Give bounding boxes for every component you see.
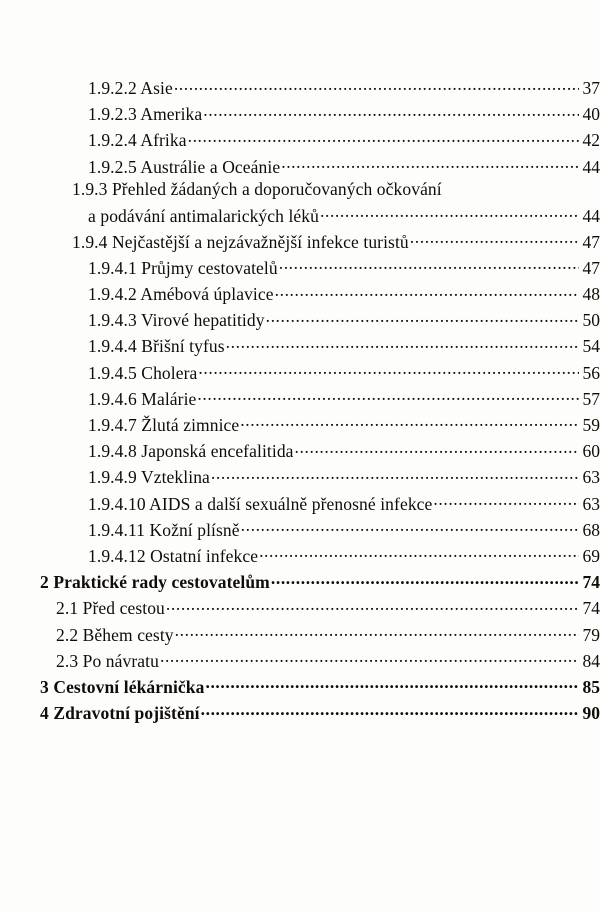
toc-entry[interactable] (0, 100, 600, 126)
toc-entry-label: 1.9.4.4 Břišní tyfus (88, 336, 225, 357)
toc-entry[interactable] (0, 411, 600, 437)
toc-entry-label: 1.9.4.11 Kožní plísně (88, 519, 240, 540)
toc-leader-dots (198, 361, 579, 379)
toc-page-number: 69 (582, 545, 600, 566)
toc-entry-label: 1.9.4.9 Vzteklina (88, 467, 210, 488)
toc-entry-label: 3 Cestovní lékárnička (40, 676, 205, 697)
toc-leader-dots (271, 571, 579, 589)
toc-entry[interactable] (0, 74, 600, 100)
toc-leader-dots (241, 518, 579, 536)
toc-entry[interactable] (0, 620, 600, 646)
toc-page-number: 37 (582, 78, 600, 99)
toc-entry[interactable] (0, 228, 600, 254)
toc-entry-label: 1.9.4.2 Amébová úplavice (88, 284, 274, 305)
toc-page-number: 50 (582, 310, 600, 331)
toc-leader-dots (197, 387, 579, 405)
toc-page-number: 90 (582, 703, 600, 724)
toc-entry[interactable] (0, 673, 600, 699)
toc-page-number: 48 (582, 284, 600, 305)
toc-entry[interactable] (0, 699, 600, 725)
toc-entry-label: 1.9.2.4 Afrika (88, 130, 187, 151)
toc-page-number: 57 (582, 388, 600, 409)
toc-entry-label: 1.9.4.5 Cholera (88, 362, 198, 383)
toc-entry[interactable] (0, 542, 600, 568)
toc-leader-dots (211, 466, 579, 484)
toc-entry[interactable] (0, 385, 600, 411)
toc-entry-label: 1.9.4.6 Malárie (88, 388, 197, 409)
toc-page-number: 42 (582, 130, 600, 151)
toc-entry-label: 1.9.2.3 Amerika (88, 104, 203, 125)
toc-page-number: 47 (582, 257, 600, 278)
toc-page-number: 59 (582, 415, 600, 436)
toc-leader-dots (175, 623, 579, 641)
toc-entry-label: 1.9.4.10 AIDS a další sexuálně přenosné infekce (88, 493, 433, 514)
toc-leader-dots (433, 492, 579, 510)
toc-page-number: 54 (582, 336, 600, 357)
toc-page-number: 63 (582, 493, 600, 514)
toc-page-number: 60 (582, 441, 600, 462)
toc-leader-dots (201, 702, 579, 720)
toc-entry-label: 1.9.4 Nejčastější a nejzávažnější infekce turistů (72, 231, 409, 252)
toc-leader-dots (160, 649, 579, 667)
toc-entry[interactable] (0, 254, 600, 280)
toc-entry[interactable] (0, 126, 600, 152)
toc-page-number: 44 (582, 156, 600, 177)
toc-entry-label: 1.9.2.5 Austrálie a Oceánie (88, 156, 281, 177)
toc-entry[interactable] (0, 647, 600, 673)
toc-entry-continuation[interactable] (0, 201, 600, 227)
toc-entry-label: 4 Zdravotní pojištění (40, 703, 200, 724)
toc-entry[interactable] (0, 568, 600, 594)
toc-leader-dots (205, 675, 579, 693)
toc-entry-label: 2 Praktické rady cestovatelům (40, 572, 270, 593)
toc-leader-dots (226, 335, 579, 353)
toc-entry-label: 1.9.4.1 Průjmy cestovatelů (88, 257, 278, 278)
toc-leader-dots (410, 230, 579, 248)
toc-leader-dots (259, 544, 579, 562)
toc-page-number: 68 (582, 519, 600, 540)
toc-leader-dots (166, 597, 579, 615)
toc-leader-dots (281, 155, 579, 173)
toc-leader-dots (240, 414, 579, 432)
table-of-contents (0, 74, 600, 725)
toc-page-number: 74 (582, 572, 600, 593)
toc-entry-label: 1.9.4.12 Ostatní infekce (88, 545, 259, 566)
toc-entry[interactable] (0, 153, 600, 179)
toc-entry[interactable] (0, 359, 600, 385)
toc-entry[interactable] (0, 332, 600, 358)
toc-entry[interactable] (0, 179, 600, 202)
toc-entry-label: 1.9.4.7 Žlutá zimnice (88, 415, 240, 436)
toc-page-number: 47 (582, 231, 600, 252)
toc-entry-label: 1.9.4.3 Virové hepatitidy (88, 310, 265, 331)
toc-page-number: 56 (582, 362, 600, 383)
toc-entry-label: 1.9.2.2 Asie (88, 78, 173, 99)
toc-entry-label: 1.9.3 Přehled žádaných a doporučovaných očkování (72, 179, 442, 200)
toc-entry-label: 1.9.4.8 Japonská encefalitida (88, 441, 294, 462)
toc-page-number: 85 (582, 676, 600, 697)
toc-entry[interactable] (0, 490, 600, 516)
toc-page-number: 63 (582, 467, 600, 488)
toc-leader-dots (266, 309, 579, 327)
toc-leader-dots (188, 129, 579, 147)
toc-entry-continuation-label: a podávání antimalarických léků (88, 205, 319, 226)
toc-page-number: 44 (582, 205, 600, 226)
toc-entry[interactable] (0, 463, 600, 489)
toc-page-number: 40 (582, 104, 600, 125)
toc-entry[interactable] (0, 437, 600, 463)
toc-entry-label: 2.3 Po návratu (56, 650, 159, 671)
toc-leader-dots (320, 204, 579, 222)
toc-leader-dots (279, 256, 579, 274)
toc-entry-label: 2.1 Před cestou (56, 598, 165, 619)
toc-page-number: 74 (582, 598, 600, 619)
toc-entry[interactable] (0, 594, 600, 620)
toc-leader-dots (275, 283, 579, 301)
toc-page-number: 79 (582, 624, 600, 645)
toc-entry[interactable] (0, 516, 600, 542)
toc-leader-dots (295, 440, 579, 458)
toc-page-number: 84 (582, 650, 600, 671)
toc-entry[interactable] (0, 306, 600, 332)
toc-entry-label: 2.2 Během cesty (56, 624, 174, 645)
toc-leader-dots (174, 77, 579, 95)
toc-entry[interactable] (0, 280, 600, 306)
toc-leader-dots (203, 103, 579, 121)
